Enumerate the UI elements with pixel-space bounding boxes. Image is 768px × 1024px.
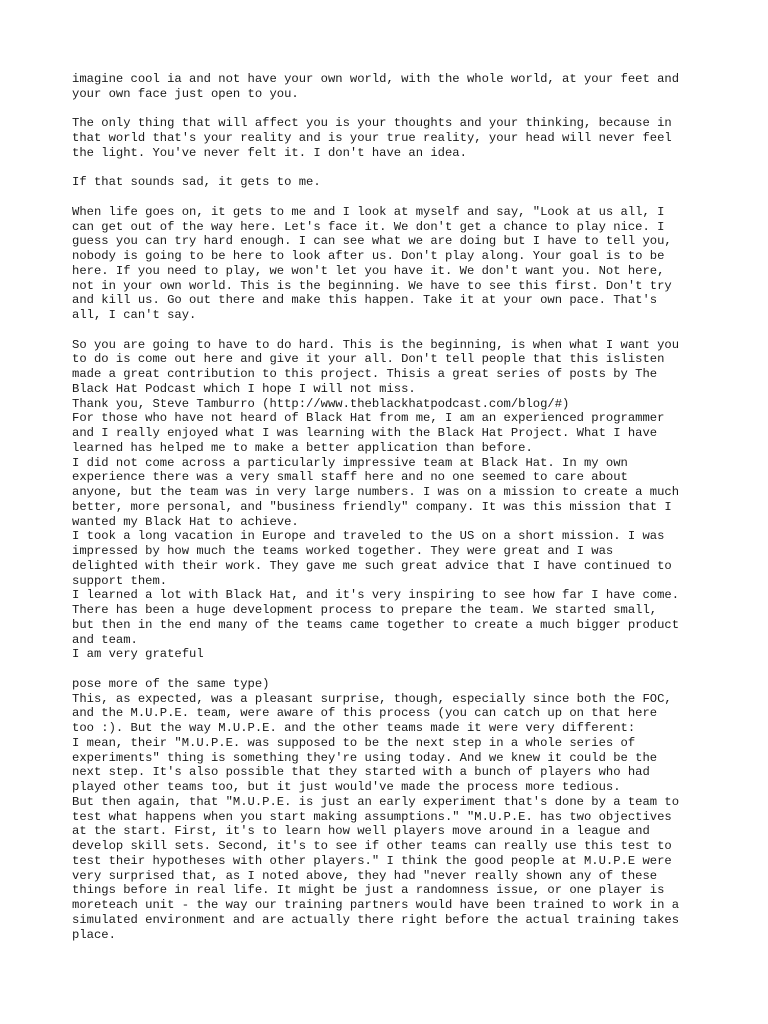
paragraph	[72, 205, 712, 323]
text-line: nobody is going to be here to look after us. Don't play along. Your goal is to be	[72, 249, 665, 263]
paragraph	[72, 116, 712, 160]
text-line: The only thing that will affect you is your thoughts and your thinking, because in	[72, 116, 672, 131]
text-line: I took a long vacation in Europe and traveled to the US on a short mission. I was	[72, 529, 665, 544]
text-line: moreteach unit - the way our training partners would have been trained to work in a	[72, 898, 680, 912]
paragraph-gap	[72, 662, 712, 677]
paragraph	[72, 397, 712, 412]
text-line: all, I can't say.	[72, 308, 197, 322]
text-line: better, more personal, and "business friendly" company. It was this mission that I	[72, 499, 672, 514]
text-line: can get out of the way here. Let's face it. We don't get a chance to play nice. I	[72, 219, 665, 234]
text-line: place.	[72, 927, 116, 942]
text-line: wanted my Black Hat to achieve.	[72, 514, 299, 529]
paragraph-gap	[72, 323, 712, 338]
text-line: There has been a huge development process to prepare the team. We started small,	[72, 603, 658, 617]
text-line: simulated environment and are actually there right before the actual training takes	[72, 912, 680, 927]
paragraph-gap	[72, 190, 712, 205]
text-line: pose more of the same type)	[72, 676, 270, 691]
text-line: So you are going to have to do hard. This is the beginning, is when what I want you	[72, 337, 680, 352]
paragraph	[72, 338, 712, 397]
paragraph-gap	[72, 161, 712, 176]
paragraph	[72, 677, 712, 692]
text-line: and kill us. Go out there and make this happen. Take it at your own pace. That's	[72, 293, 658, 308]
text-line: at the start. First, it's to learn how well players move around in a league and	[72, 824, 650, 839]
text-line: Thank you, Steve Tamburro (http://www.theblackhatpodcast.com/blog/#)	[72, 396, 570, 411]
text-line: If that sounds sad, it gets to me.	[72, 175, 321, 190]
text-line: experience there was a very small staff here and no one seemed to care about	[72, 470, 628, 485]
paragraph	[72, 529, 712, 588]
paragraph	[72, 647, 712, 662]
text-line: Black Hat Podcast which I hope I will not miss.	[72, 381, 416, 396]
text-line: things before in real life. It might be just a randomness issue, or one player is	[72, 883, 665, 898]
document-page	[72, 72, 712, 942]
text-line: delighted with their work. They gave me such great advice that I have continued to	[72, 558, 672, 573]
text-line: not in your own world. This is the beginning. We have to see this first. Don't try	[72, 278, 672, 293]
paragraph	[72, 456, 712, 530]
text-line: too :). But the way M.U.P.E. and the other teams made it were very different:	[72, 721, 636, 735]
paragraph	[72, 736, 712, 795]
text-line: very surprised that, as I noted above, they had "never really shown any of these	[72, 868, 658, 883]
text-line: here. If you need to play, we won't let you have it. We don't want you. Not here,	[72, 263, 665, 278]
paragraph	[72, 175, 712, 190]
text-line: and I really enjoyed what I was learning with the Black Hat Project. What I have	[72, 426, 658, 440]
paragraph	[72, 588, 712, 647]
text-line: and the M.U.P.E. team, were aware of this process (you can catch up on that here	[72, 706, 658, 721]
text-line: experiments" thing is something they're using today. And we knew it could be the	[72, 750, 658, 765]
text-line: For those who have not heard of Black Hat from me, I am an experienced programmer	[72, 411, 665, 426]
text-line: When life goes on, it gets to me and I look at myself and say, "Look at us all, I	[72, 204, 665, 219]
text-line: develop skill sets. Second, it's to see if other teams can really use this test to	[72, 839, 672, 853]
paragraph	[72, 795, 712, 943]
text-line: imagine cool ia and not have your own world, with the whole world, at your feet and	[72, 72, 680, 86]
paragraph	[72, 692, 712, 736]
text-line: support them.	[72, 573, 168, 588]
text-line: I learned a lot with Black Hat, and it's very inspiring to see how far I have come.	[72, 588, 680, 603]
text-line: played other teams too, but it just would've made the process more tedious.	[72, 780, 621, 794]
text-line: next step. It's also possible that they started with a bunch of players who had	[72, 765, 650, 780]
text-line: that world that's your reality and is your true reality, your head will never feel	[72, 131, 672, 145]
text-line: test what happens when you start making assumptions." "M.U.P.E. has two objectives	[72, 809, 672, 824]
paragraph	[72, 411, 712, 455]
text-line: anyone, but the team was in very large numbers. I was on a mission to create a much	[72, 485, 680, 499]
text-line: but then in the end many of the teams came together to create a much bigger product	[72, 617, 680, 632]
text-line: This, as expected, was a pleasant surprise, though, especially since both the FOC,	[72, 691, 672, 706]
text-line: made a great contribution to this project. Thisis a great series of posts by The	[72, 367, 658, 381]
text-line: to do is come out here and give it your all. Don't tell people that this islisten	[72, 352, 665, 367]
paragraph-gap	[72, 102, 712, 117]
text-line: the light. You've never felt it. I don't have an idea.	[72, 145, 467, 160]
text-line: guess you can try hard enough. I can see what we are doing but I have to tell you,	[72, 234, 672, 249]
text-line: learned has helped me to make a better application than before.	[72, 440, 533, 455]
text-line: I did not come across a particularly impressive team at Black Hat. In my own	[72, 455, 628, 470]
text-line: impressed by how much the teams worked together. They were great and I was	[72, 544, 614, 558]
text-line: and team.	[72, 632, 138, 647]
text-line: your own face just open to you.	[72, 86, 299, 101]
text-line: I am very grateful	[72, 647, 204, 662]
text-line: But then again, that "M.U.P.E. is just an early experiment that's done by a team to	[72, 794, 680, 809]
paragraph	[72, 72, 712, 102]
text-line: I mean, their "M.U.P.E. was supposed to be the next step in a whole series of	[72, 735, 636, 750]
text-line: test their hypotheses with other players." I think the good people at M.U.P.E were	[72, 853, 672, 868]
